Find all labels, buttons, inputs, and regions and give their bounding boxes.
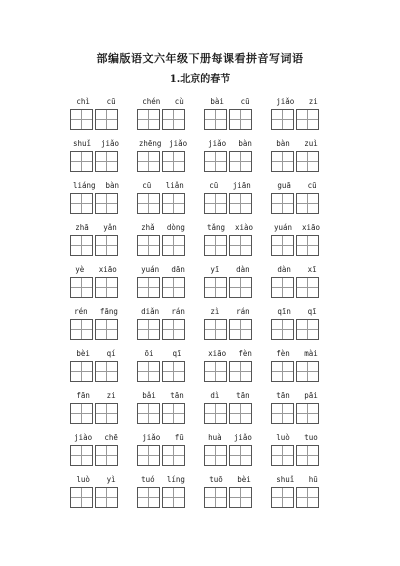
- pinyin-syllable: guā: [277, 180, 291, 190]
- pinyin-label: [135, 472, 191, 486]
- tian-zi-ge-box[interactable]: [204, 445, 227, 466]
- word-entry: [269, 136, 325, 178]
- pinyin-syllable: bài: [210, 96, 224, 106]
- pinyin-label: [135, 94, 191, 108]
- pinyin-syllable: yì: [106, 474, 116, 484]
- pinyin-label: [68, 304, 124, 318]
- writing-boxes: [204, 319, 252, 340]
- pinyin-syllable: fèn: [238, 348, 252, 358]
- writing-boxes: [271, 487, 319, 508]
- lesson-title: 1.北京的春节: [169, 74, 231, 85]
- pinyin-syllable: tǎng: [206, 222, 226, 232]
- pinyin-syllable: fān: [76, 390, 90, 400]
- tian-zi-ge-box[interactable]: [137, 445, 160, 466]
- writing-boxes: [271, 109, 319, 130]
- tian-zi-ge-box[interactable]: [137, 487, 160, 508]
- writing-boxes: [271, 445, 319, 466]
- word-entry: [269, 472, 325, 514]
- pinyin-syllable: tuó: [141, 474, 155, 484]
- tian-zi-ge-box[interactable]: [70, 151, 93, 172]
- tian-zi-ge-box[interactable]: [137, 403, 160, 424]
- writing-boxes: [70, 235, 118, 256]
- pinyin-syllable: yuán: [273, 222, 293, 232]
- pinyin-label: [68, 346, 124, 360]
- tian-zi-ge-box[interactable]: [95, 319, 118, 340]
- pinyin-syllable: cū: [307, 180, 317, 190]
- tian-zi-ge-box[interactable]: [271, 193, 294, 214]
- pinyin-label: [202, 178, 258, 192]
- pinyin-syllable: jiǎo: [100, 138, 120, 148]
- pinyin-syllable: luò: [276, 432, 290, 442]
- tian-zi-ge-box[interactable]: [229, 109, 252, 130]
- pinyin-syllable: dòng: [166, 222, 185, 232]
- writing-boxes: [70, 487, 118, 508]
- tian-zi-ge-box[interactable]: [95, 403, 118, 424]
- pinyin-label: [202, 472, 258, 486]
- pinyin-syllable: zhǎ: [141, 222, 155, 232]
- tian-zi-ge-box[interactable]: [162, 361, 185, 382]
- pinyin-label: [269, 178, 325, 192]
- pinyin-syllable: bèi: [237, 474, 251, 484]
- pinyin-label: [202, 136, 258, 150]
- word-entry: [269, 304, 325, 346]
- tian-zi-ge-box[interactable]: [137, 109, 160, 130]
- writing-boxes: [137, 445, 185, 466]
- tian-zi-ge-box[interactable]: [229, 445, 252, 466]
- tian-zi-ge-box[interactable]: [95, 193, 118, 214]
- pinyin-label: [269, 94, 325, 108]
- tian-zi-ge-box[interactable]: [70, 319, 93, 340]
- tian-zi-ge-box[interactable]: [229, 193, 252, 214]
- pinyin-syllable: diǎn: [141, 306, 160, 316]
- pinyin-syllable: mài: [304, 348, 318, 358]
- tian-zi-ge-box[interactable]: [70, 277, 93, 298]
- tian-zi-ge-box[interactable]: [162, 487, 185, 508]
- pinyin-syllable: dàn: [277, 264, 291, 274]
- word-entry: [68, 346, 124, 388]
- writing-boxes: [204, 403, 252, 424]
- tian-zi-ge-box[interactable]: [137, 361, 160, 382]
- pinyin-label: [135, 136, 191, 150]
- tian-zi-ge-box[interactable]: [70, 445, 93, 466]
- pinyin-syllable: liáng: [72, 180, 96, 190]
- tian-zi-ge-box[interactable]: [271, 235, 294, 256]
- word-entry: [202, 472, 258, 514]
- pinyin-syllable: jiān: [232, 180, 251, 190]
- tian-zi-ge-box[interactable]: [271, 151, 294, 172]
- pinyin-syllable: qī: [307, 306, 317, 316]
- writing-boxes: [271, 193, 319, 214]
- tian-zi-ge-box[interactable]: [204, 109, 227, 130]
- pinyin-syllable: qī: [172, 348, 182, 358]
- word-entry: [135, 388, 191, 430]
- writing-boxes: [137, 277, 185, 298]
- word-entry: [202, 220, 258, 262]
- tian-zi-ge-box[interactable]: [162, 277, 185, 298]
- word-entry: [202, 346, 258, 388]
- word-entry: [68, 136, 124, 178]
- pinyin-syllable: rán: [236, 306, 250, 316]
- pinyin-syllable: zhēng: [138, 138, 162, 148]
- writing-boxes: [137, 109, 185, 130]
- pinyin-syllable: cū: [209, 180, 219, 190]
- tian-zi-ge-box[interactable]: [229, 277, 252, 298]
- word-entry: [135, 94, 191, 136]
- pinyin-syllable: bèi: [76, 348, 90, 358]
- pinyin-syllable: pāi: [304, 390, 318, 400]
- word-entry: [202, 178, 258, 220]
- pinyin-syllable: jiǎo: [276, 96, 295, 106]
- tian-zi-ge-box[interactable]: [137, 319, 160, 340]
- tian-zi-ge-box[interactable]: [95, 109, 118, 130]
- word-entry: [202, 262, 258, 304]
- pinyin-syllable: ōi: [144, 348, 154, 358]
- pinyin-label: [68, 430, 124, 444]
- pinyin-syllable: fèn: [276, 348, 290, 358]
- pinyin-syllable: bàn: [276, 138, 290, 148]
- document-title: 部编版语文六年级下册每课看拼音写词语: [96, 52, 304, 65]
- pinyin-label: [202, 346, 258, 360]
- word-entry: [135, 346, 191, 388]
- tian-zi-ge-box[interactable]: [162, 151, 185, 172]
- pinyin-syllable: jiǎo: [208, 138, 227, 148]
- pinyin-syllable: liǎn: [165, 180, 184, 190]
- writing-boxes: [271, 151, 319, 172]
- pinyin-syllable: jiǎo: [142, 432, 161, 442]
- tian-zi-ge-box[interactable]: [204, 151, 227, 172]
- tian-zi-ge-box[interactable]: [95, 361, 118, 382]
- pinyin-syllable: rán: [171, 306, 185, 316]
- pinyin-syllable: zi: [106, 390, 116, 400]
- word-entry: [269, 94, 325, 136]
- tian-zi-ge-box[interactable]: [70, 403, 93, 424]
- writing-boxes: [204, 235, 252, 256]
- word-entry: [68, 472, 124, 514]
- word-entry: [269, 178, 325, 220]
- tian-zi-ge-box[interactable]: [229, 151, 252, 172]
- writing-boxes: [70, 109, 118, 130]
- word-entry: [269, 346, 325, 388]
- pinyin-syllable: yī: [210, 264, 220, 274]
- writing-boxes: [70, 319, 118, 340]
- pinyin-label: [202, 388, 258, 402]
- pinyin-syllable: tuo: [304, 432, 318, 442]
- word-entry: [68, 388, 124, 430]
- tian-zi-ge-box[interactable]: [162, 109, 185, 130]
- writing-boxes: [271, 235, 319, 256]
- tian-zi-ge-box[interactable]: [162, 445, 185, 466]
- word-entry: [202, 94, 258, 136]
- tian-zi-ge-box[interactable]: [229, 361, 252, 382]
- tian-zi-ge-box[interactable]: [229, 487, 252, 508]
- pinyin-grid: [68, 94, 325, 514]
- tian-zi-ge-box[interactable]: [271, 445, 294, 466]
- pinyin-label: [68, 262, 124, 276]
- pinyin-syllable: luò: [76, 474, 90, 484]
- tian-zi-ge-box[interactable]: [296, 151, 319, 172]
- tian-zi-ge-box[interactable]: [271, 487, 294, 508]
- writing-boxes: [70, 277, 118, 298]
- pinyin-syllable: jiǎo: [233, 432, 252, 442]
- word-entry: [135, 262, 191, 304]
- pinyin-label: [68, 178, 124, 192]
- pinyin-syllable: xī: [307, 264, 317, 274]
- writing-boxes: [204, 277, 252, 298]
- word-entry: [269, 430, 325, 472]
- word-entry: [135, 472, 191, 514]
- pinyin-syllable: tān: [276, 390, 290, 400]
- pinyin-label: [135, 262, 191, 276]
- pinyin-label: [68, 136, 124, 150]
- tian-zi-ge-box[interactable]: [296, 319, 319, 340]
- pinyin-syllable: fū: [174, 432, 184, 442]
- writing-boxes: [137, 487, 185, 508]
- pinyin-syllable: tān: [236, 390, 250, 400]
- pinyin-syllable: bàn: [238, 138, 252, 148]
- tian-zi-ge-box[interactable]: [70, 193, 93, 214]
- writing-boxes: [204, 445, 252, 466]
- writing-boxes: [137, 235, 185, 256]
- tian-zi-ge-box[interactable]: [204, 403, 227, 424]
- word-entry: [202, 136, 258, 178]
- tian-zi-ge-box[interactable]: [70, 487, 93, 508]
- tian-zi-ge-box[interactable]: [229, 403, 252, 424]
- pinyin-syllable: cū: [142, 180, 152, 190]
- word-entry: [202, 430, 258, 472]
- pinyin-label: [269, 430, 325, 444]
- writing-boxes: [271, 277, 319, 298]
- tian-zi-ge-box[interactable]: [296, 277, 319, 298]
- pinyin-syllable: tuō: [209, 474, 223, 484]
- pinyin-syllable: zhā: [75, 222, 89, 232]
- tian-zi-ge-box[interactable]: [95, 445, 118, 466]
- writing-boxes: [70, 151, 118, 172]
- pinyin-label: [269, 136, 325, 150]
- word-entry: [68, 178, 124, 220]
- tian-zi-ge-box[interactable]: [296, 193, 319, 214]
- pinyin-syllable: fāng: [99, 306, 118, 316]
- tian-zi-ge-box[interactable]: [137, 277, 160, 298]
- pinyin-label: [202, 220, 258, 234]
- word-entry: [202, 304, 258, 346]
- writing-boxes: [137, 193, 185, 214]
- writing-boxes: [137, 361, 185, 382]
- writing-boxes: [271, 403, 319, 424]
- pinyin-syllable: cù: [174, 96, 184, 106]
- tian-zi-ge-box[interactable]: [137, 193, 160, 214]
- tian-zi-ge-box[interactable]: [271, 403, 294, 424]
- tian-zi-ge-box[interactable]: [296, 445, 319, 466]
- pinyin-label: [269, 220, 325, 234]
- word-entry: [269, 388, 325, 430]
- tian-zi-ge-box[interactable]: [229, 235, 252, 256]
- writing-boxes: [70, 193, 118, 214]
- pinyin-syllable: qí: [106, 348, 116, 358]
- tian-zi-ge-box[interactable]: [162, 403, 185, 424]
- pinyin-label: [68, 220, 124, 234]
- tian-zi-ge-box[interactable]: [229, 319, 252, 340]
- pinyin-syllable: xiào: [234, 222, 254, 232]
- tian-zi-ge-box[interactable]: [271, 109, 294, 130]
- pinyin-label: [135, 388, 191, 402]
- writing-boxes: [70, 403, 118, 424]
- pinyin-syllable: qīn: [277, 306, 291, 316]
- pinyin-syllable: shuǐ: [72, 138, 92, 148]
- writing-boxes: [204, 151, 252, 172]
- pinyin-syllable: shuǐ: [276, 474, 295, 484]
- writing-boxes: [70, 445, 118, 466]
- tian-zi-ge-box[interactable]: [162, 193, 185, 214]
- tian-zi-ge-box[interactable]: [70, 361, 93, 382]
- tian-zi-ge-box[interactable]: [296, 403, 319, 424]
- word-entry: [68, 304, 124, 346]
- pinyin-syllable: yuán: [141, 264, 160, 274]
- writing-boxes: [271, 319, 319, 340]
- word-entry: [68, 220, 124, 262]
- writing-boxes: [204, 193, 252, 214]
- writing-boxes: [204, 487, 252, 508]
- tian-zi-ge-box[interactable]: [70, 235, 93, 256]
- pinyin-label: [269, 472, 325, 486]
- word-entry: [269, 220, 325, 262]
- tian-zi-ge-box[interactable]: [296, 235, 319, 256]
- tian-zi-ge-box[interactable]: [204, 361, 227, 382]
- tian-zi-ge-box[interactable]: [271, 319, 294, 340]
- pinyin-syllable: dàn: [236, 264, 250, 274]
- pinyin-label: [269, 388, 325, 402]
- tian-zi-ge-box[interactable]: [271, 277, 294, 298]
- pinyin-syllable: zì: [210, 306, 220, 316]
- pinyin-label: [202, 262, 258, 276]
- pinyin-label: [269, 346, 325, 360]
- pinyin-syllable: bǎi: [142, 390, 156, 400]
- tian-zi-ge-box[interactable]: [204, 277, 227, 298]
- pinyin-label: [68, 472, 124, 486]
- word-entry: [135, 304, 191, 346]
- pinyin-syllable: zi: [308, 96, 318, 106]
- tian-zi-ge-box[interactable]: [162, 235, 185, 256]
- pinyin-syllable: chén: [142, 96, 161, 106]
- pinyin-label: [135, 430, 191, 444]
- pinyin-syllable: cū: [106, 96, 116, 106]
- writing-boxes: [137, 151, 185, 172]
- tian-zi-ge-box[interactable]: [137, 151, 160, 172]
- pinyin-syllable: zuì: [304, 138, 318, 148]
- pinyin-label: [135, 346, 191, 360]
- tian-zi-ge-box[interactable]: [95, 487, 118, 508]
- pinyin-syllable: hū: [308, 474, 318, 484]
- tian-zi-ge-box[interactable]: [95, 235, 118, 256]
- pinyin-syllable: huà: [208, 432, 222, 442]
- word-entry: [135, 136, 191, 178]
- tian-zi-ge-box[interactable]: [95, 277, 118, 298]
- pinyin-label: [68, 94, 124, 108]
- tian-zi-ge-box[interactable]: [70, 109, 93, 130]
- pinyin-syllable: xiāo: [301, 222, 321, 232]
- writing-boxes: [137, 403, 185, 424]
- word-entry: [135, 220, 191, 262]
- pinyin-label: [135, 304, 191, 318]
- pinyin-label: [202, 430, 258, 444]
- pinyin-syllable: cū: [240, 96, 250, 106]
- pinyin-syllable: chì: [76, 96, 90, 106]
- pinyin-syllable: jiǎo: [169, 138, 188, 148]
- tian-zi-ge-box[interactable]: [271, 361, 294, 382]
- word-entry: [135, 430, 191, 472]
- pinyin-syllable: xiāo: [98, 264, 117, 274]
- pinyin-label: [202, 304, 258, 318]
- pinyin-label: [68, 388, 124, 402]
- pinyin-label: [135, 220, 191, 234]
- tian-zi-ge-box[interactable]: [204, 319, 227, 340]
- pinyin-syllable: jiào: [74, 432, 93, 442]
- pinyin-syllable: líng: [166, 474, 185, 484]
- pinyin-syllable: chē: [104, 432, 118, 442]
- word-entry: [135, 178, 191, 220]
- pinyin-syllable: dì: [210, 390, 220, 400]
- tian-zi-ge-box[interactable]: [204, 487, 227, 508]
- tian-zi-ge-box[interactable]: [204, 193, 227, 214]
- writing-boxes: [137, 319, 185, 340]
- pinyin-syllable: yè: [75, 264, 85, 274]
- tian-zi-ge-box[interactable]: [162, 319, 185, 340]
- pinyin-label: [269, 304, 325, 318]
- tian-zi-ge-box[interactable]: [296, 487, 319, 508]
- word-entry: [68, 94, 124, 136]
- word-entry: [68, 262, 124, 304]
- word-entry: [269, 262, 325, 304]
- pinyin-label: [202, 94, 258, 108]
- writing-boxes: [204, 361, 252, 382]
- pinyin-syllable: tān: [170, 390, 184, 400]
- word-entry: [202, 388, 258, 430]
- tian-zi-ge-box[interactable]: [137, 235, 160, 256]
- pinyin-syllable: yǎn: [103, 222, 117, 232]
- pinyin-syllable: rén: [74, 306, 88, 316]
- pinyin-syllable: bàn: [105, 180, 120, 190]
- pinyin-syllable: xiāo: [208, 348, 227, 358]
- pinyin-label: [269, 262, 325, 276]
- writing-boxes: [271, 361, 319, 382]
- pinyin-syllable: dān: [171, 264, 185, 274]
- tian-zi-ge-box[interactable]: [296, 109, 319, 130]
- pinyin-label: [135, 178, 191, 192]
- tian-zi-ge-box[interactable]: [296, 361, 319, 382]
- word-entry: [68, 430, 124, 472]
- writing-boxes: [204, 109, 252, 130]
- tian-zi-ge-box[interactable]: [95, 151, 118, 172]
- writing-boxes: [70, 361, 118, 382]
- tian-zi-ge-box[interactable]: [204, 235, 227, 256]
